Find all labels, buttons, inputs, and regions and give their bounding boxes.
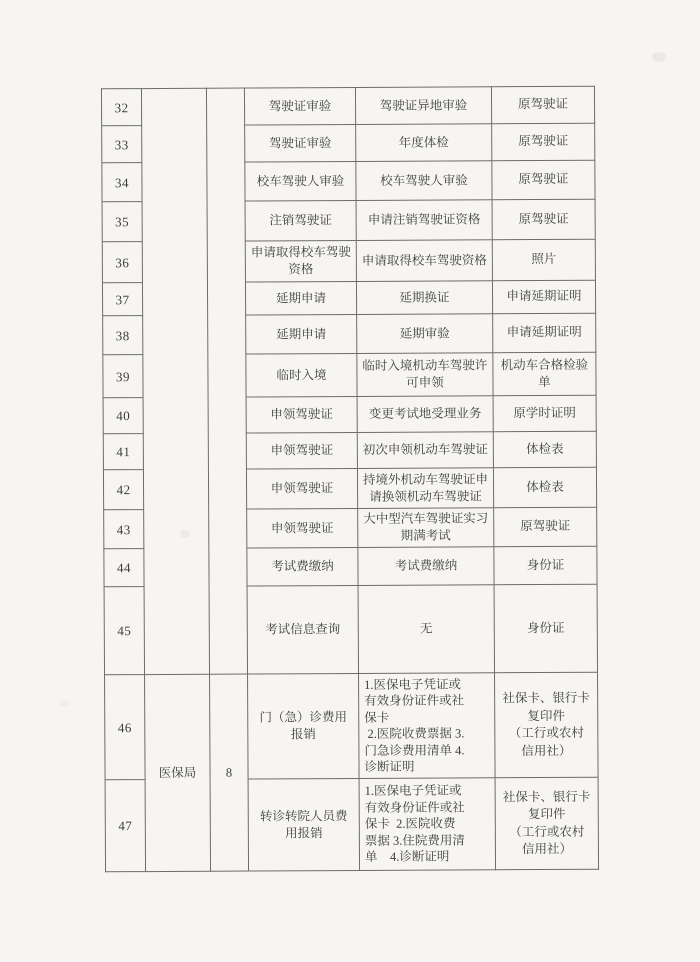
row-number-cell: 37: [102, 283, 142, 316]
item-cell: 延期换证: [356, 281, 492, 315]
row-number-cell: 36: [102, 242, 142, 283]
item-cell: 申请注销驾驶证资格: [356, 200, 492, 241]
materials-cell: 原驾驶证: [492, 160, 595, 200]
category-cell: 临时入境: [246, 353, 357, 397]
materials-cell: 身份证: [494, 546, 597, 585]
category-cell: 申领驾驶证: [246, 468, 357, 509]
count-cell: 8: [210, 674, 249, 871]
item-cell: 初次申领机动车驾驶证: [357, 432, 493, 469]
materials-cell: 体检表: [493, 431, 596, 468]
row-number-cell: 42: [103, 470, 143, 510]
materials-cell: 申请延期证明: [493, 313, 596, 353]
row-number-cell: 33: [102, 126, 142, 163]
category-cell: 申领驾驶证: [247, 508, 358, 548]
scan-artifact: [60, 700, 69, 707]
materials-cell: 原驾驶证: [492, 123, 595, 161]
row-number-cell: 47: [105, 780, 145, 872]
row-number-cell: 40: [103, 398, 143, 434]
category-cell: 延期申请: [246, 314, 357, 354]
department-cell: 医保局: [145, 674, 211, 871]
item-cell: 变更考试地受理业务: [357, 396, 493, 433]
service-items-table: [101, 86, 599, 873]
scan-artifact: [652, 52, 666, 62]
row-number-cell: 39: [103, 355, 143, 398]
materials-cell: 身份证: [494, 584, 597, 673]
category-cell: 驾驶证审验: [245, 124, 356, 162]
row-number-cell: 32: [101, 89, 141, 126]
row-number-cell: 46: [105, 675, 146, 780]
category-cell: 校车驾驶人审验: [245, 161, 356, 201]
item-cell: 1.医保电子凭证或 有效身份证件或社 保卡 2.医院收费票据 3. 门急诊费用清单 4. 诊断证明: [359, 673, 496, 779]
materials-cell: 社保卡、银行卡 复印件 （工行或农村 信用社）: [495, 777, 598, 870]
materials-cell: 原驾驶证: [492, 199, 595, 240]
count-cell: [206, 88, 247, 674]
item-cell: 1.医保电子凭证或 有效身份证件或社 保卡 2.医院收费 票据 3.住院费用清 单 4.诊断证明: [359, 778, 495, 871]
materials-cell: 照片: [492, 239, 595, 281]
item-cell: 持境外机动车驾驶证申 请换领机动车驾驶证: [357, 468, 493, 509]
item-cell: 申请取得校车驾驶资格: [356, 240, 492, 282]
category-cell: 申领驾驶证: [246, 396, 357, 433]
row-number-cell: 34: [102, 163, 142, 202]
item-cell: 校车驾驶人审验: [356, 161, 492, 201]
materials-cell: 原驾驶证: [491, 86, 594, 124]
materials-cell: 原驾驶证: [494, 507, 597, 547]
item-cell: 临时入境机动车驾驶许 可申领: [357, 353, 493, 397]
materials-cell: 机动车合格检验 单: [493, 352, 596, 396]
item-cell: 无: [358, 585, 494, 674]
materials-cell: 原学时证明: [493, 395, 596, 432]
row-number-cell: 38: [103, 316, 143, 355]
table-row: [101, 86, 594, 126]
category-cell: 门（急）诊费用 报销: [248, 673, 360, 779]
category-cell: 注销驾驶证: [245, 200, 356, 241]
materials-cell: 申请延期证明: [492, 280, 595, 314]
row-number-cell: 35: [102, 202, 142, 242]
table-row: [105, 672, 599, 780]
category-cell: 考试费缴纳: [247, 547, 358, 586]
materials-cell: 体检表: [493, 467, 596, 508]
category-cell: 申请取得校车驾驶 资格: [245, 240, 356, 282]
item-cell: 大中型汽车驾驶证实习 期满考试: [358, 508, 494, 548]
item-cell: 驾驶证异地审验: [355, 87, 491, 125]
item-cell: 年度体检: [356, 124, 492, 162]
row-number-cell: 41: [103, 434, 143, 470]
row-number-cell: 43: [104, 510, 144, 549]
category-cell: 申领驾驶证: [246, 432, 357, 469]
category-cell: 驾驶证审验: [244, 87, 355, 125]
item-cell: 延期审验: [357, 314, 493, 354]
category-cell: 转诊转院人员费 用报销: [248, 778, 359, 871]
category-cell: 考试信息查询: [247, 585, 358, 674]
item-cell: 考试费缴纳: [358, 547, 494, 586]
department-cell: [141, 88, 209, 674]
row-number-cell: 45: [104, 587, 144, 675]
materials-cell: 社保卡、银行卡 复印件 （工行或农村 信用社）: [495, 672, 599, 778]
row-number-cell: 44: [104, 549, 144, 587]
category-cell: 延期申请: [245, 281, 356, 315]
